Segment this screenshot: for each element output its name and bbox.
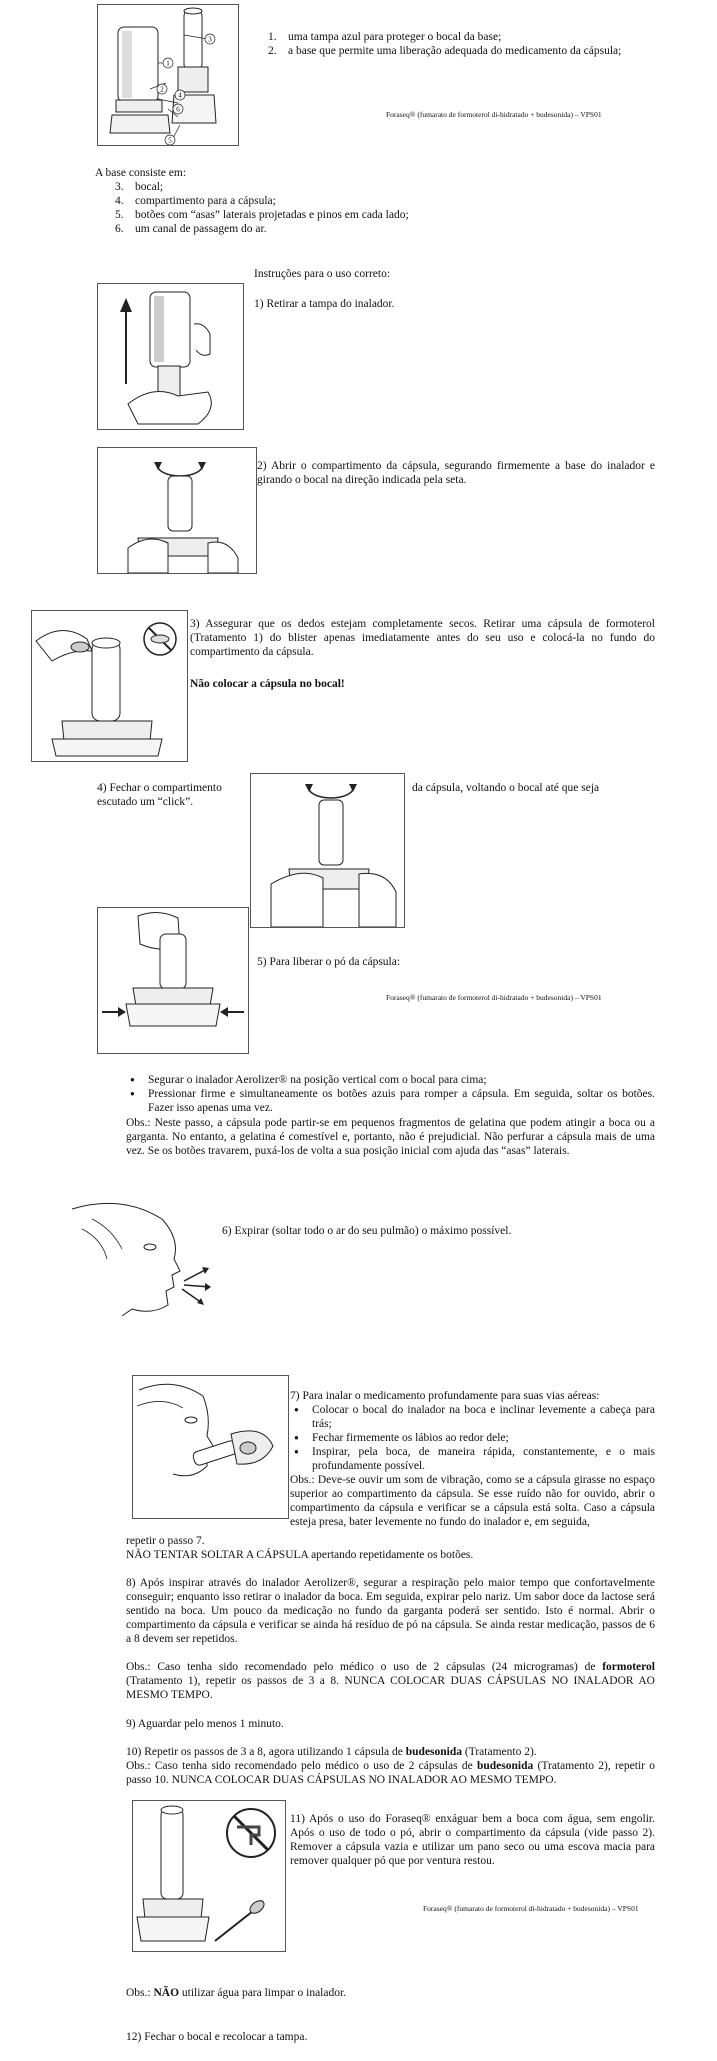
obs-formoterol: Obs.: Caso tenha sido recomendado pelo médico o uso de 2 cápsulas (24 microgramas) de formoterol (Tratamento 1), repetir os passos de 3 a 8. NUNCA COLOCAR DUAS CÁPSULAS NO INALADOR AO MESMO TEMPO. [126,1661,655,1701]
step10-text: 10) Repetir os passos de 3 a 8, agora utilizando 1 cápsula de budesonida (Tratamento 2). [126,1746,537,1758]
list-item: 4. compartimento para a cápsula; [115,195,276,207]
callout-5: 5 [168,136,172,145]
step11-text: 11) Após o uso do Foraseq® enxáguar bem a boca com água, sem engolir. Após o uso de todo o pó, abrir o compartimento da cápsula (vide passo 2). Remover a cápsula vazia e utilizar um pano seco ou uma escova macia para remover qualquer pó que por ventura restou. [290,1813,655,1867]
step5-text: 5) Para liberar o pó da cápsula: [257,956,401,968]
base-intro: A base consiste em: [95,167,187,179]
inhaler-parts-illustration [97,4,239,146]
step7-block [290,1389,655,1529]
step2-text: 2) Abrir o compartimento da cápsula, segurando firmemente a base do inalador e girando o bocal na direção indicada pela seta. [257,460,655,486]
list-item: 6. um canal de passagem do ar. [115,223,267,235]
caption: Foraseq® (fumarato de formoterol di-hidratado + budesonida) – VPS01 [386,993,602,1002]
step4-close-compartment-illustration [250,773,405,928]
list-item: ● Pressionar firme e simultaneamente os botões azuis para romper a cápsula. Em seguida, soltar os botões. Fazer isso apenas uma vez. [126,1087,655,1115]
step7-warning: NÃO TENTAR SOLTAR A CÁPSULA apertando repetidamente os botões. [126,1549,474,1561]
obs-water: Obs.: NÃO utilizar água para limpar o inalador. [126,1987,347,1999]
list-item: ● Fechar firmemente os lábios ao redor dele; [290,1431,655,1445]
step5-obs: Obs.: Neste passo, a cápsula pode partir-se em pequenos fragmentos de gelatina que podem atingir a boca ou a garganta. No entanto, a gelatina é comestível e, portanto, não é prejudicial. Não perfurar a cápsula mais de uma vez. Se os botões travarem, puxá-los de volta a sua posição inicial com ajuda das “asas” laterais. [126,1117,655,1157]
parts-list [268,30,658,58]
step5-bullets [126,1073,655,1115]
base-list [115,180,535,236]
step7-obs: Obs.: Deve-se ouvir um som de vibração, como se a cápsula girasse no espaço superior ao compartimento da cápsula. Se esse ruído não for ouvido, abrir o compartimento da cápsula e verificar se a cápsula está solta. Caso a cápsula esteja presa, bater levemente no fundo do inalador e, em seguida, [290,1474,655,1528]
callout-2: 2 [160,85,164,94]
list-item: 1. uma tampa azul para proteger o bocal da base; [268,31,502,43]
step11-cleaning-illustration [132,1800,286,1952]
step12-text: 12) Fechar o bocal e recolocar a tampa. [126,2031,308,2043]
callout-3: 3 [208,35,212,44]
callout-6: 6 [176,105,180,114]
step7-title: 7) Para inalar o medicamento profundamente para suas vias aéreas: [290,1390,600,1402]
list-item: ● Inspirar, pela boca, de maneira rápida, constantemente, e o mais profundamente possível. [290,1445,655,1473]
step2-open-compartment-illustration [97,447,257,574]
callout-4: 4 [178,91,182,100]
step3-insert-capsule-illustration [31,610,188,762]
step1-remove-cap-illustration [97,283,244,430]
step6-exhale-illustration [62,1199,212,1316]
step6-text: 6) Expirar (soltar todo o ar do seu pulmão) o máximo possível. [222,1225,512,1237]
step1-text: 1) Retirar a tampa do inalador. [254,298,395,310]
step5-press-buttons-illustration [97,907,249,1054]
step3-warning: Não colocar a cápsula no bocal! [190,678,345,690]
caption: Foraseq® (fumarato de formoterol di-hidratado + budesonida) – VPS01 [386,110,602,119]
instructions-title: Instruções para o uso correto: [254,268,391,280]
list-item: 3. bocal; [115,181,164,193]
step4-text-left: 4) Fechar o compartimento [97,782,222,794]
step7-repeat: repetir o passo 7. [126,1535,205,1547]
step9-text: 9) Aguardar pelo menos 1 minuto. [126,1718,284,1730]
step3-text: 3) Assegurar que os dedos estejam completamente secos. Retirar uma cápsula de formoterol (Tratamento 1) do blister apenas imediatamente antes do seu uso e colocá-la no fundo do compartimento da cápsula. [190,618,655,658]
list-item: ● Colocar o bocal do inalador na boca e inclinar levemente a cabeça para trás; [290,1403,655,1431]
list-item: ● Segurar o inalador Aerolizer® na posição vertical com o bocal para cima; [126,1073,655,1087]
callout-1: 1 [166,59,170,68]
step4-text-right: da cápsula, voltando o bocal até que seja [412,782,600,794]
list-item: 5. botões com “asas” laterais projetadas e pinos em cada lado; [115,209,409,221]
step4-text-cont: escutado um “click”. [97,796,194,808]
step7-inhale-illustration [132,1375,289,1519]
list-item: 2. a base que permite uma liberação adequada do medicamento da cápsula; [268,45,622,57]
obs-budesonida: Obs.: Caso tenha sido recomendado pelo médico o uso de 2 cápsulas de budesonida (Tratamento 2), repetir o passo 10. NUNCA COLOCAR DUAS CÁPSULAS NO INALADOR AO MESMO TEMPO. [126,1760,656,1786]
step8-text: 8) Após inspirar através do inalador Aerolizer®, segurar a respiração pelo maior tempo que confortavelmente conseguir; enquanto isso retirar o inalador da boca. Em seguida, expirar pelo nariz. Um sabor doce da lactose será sentido na boca. Um pouco da medicação no fundo da garganta poderá ser sentido. Isto é normal. Abrir o compartimento da cápsula e verificar se ainda há resíduo de pó na cápsula. Se ainda restar medicação, passos de 6 a 8 devem ser repetidos. [126,1577,655,1645]
caption: Foraseq® (fumarato de formoterol di-hidratado + budesonida) – VPS01 [423,1904,639,1913]
